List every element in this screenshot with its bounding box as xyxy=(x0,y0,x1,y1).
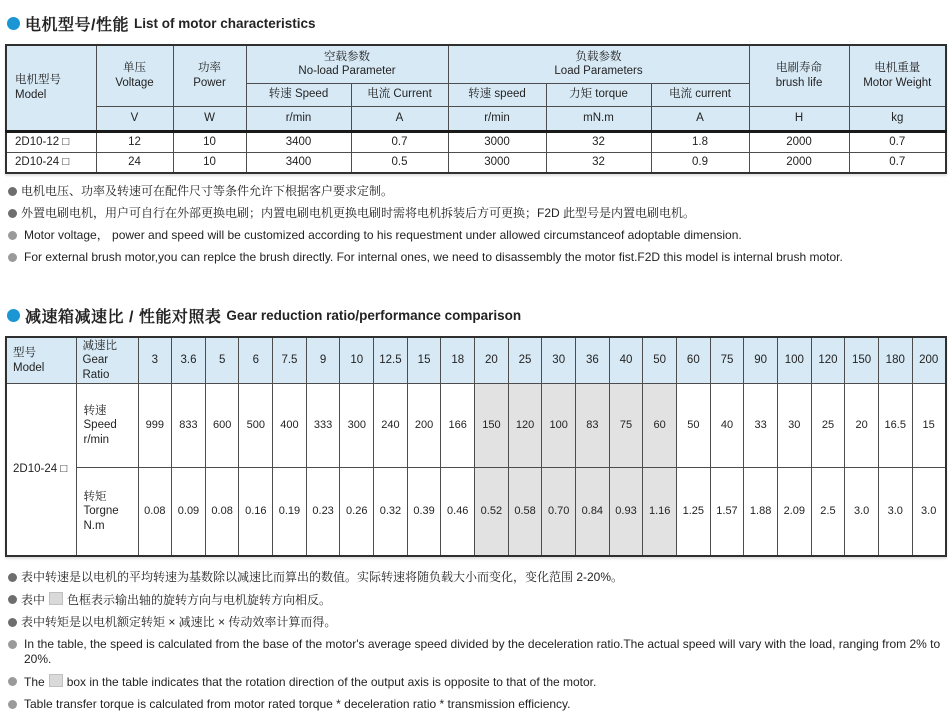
gray-box-icon xyxy=(49,592,63,605)
torque-cell: 1.88 xyxy=(744,468,778,556)
section-title-motor-zh: 电机型号/性能 xyxy=(25,17,129,34)
col-group-noload: 空载参数 No-load Parameter xyxy=(246,45,448,83)
bullet-icon xyxy=(8,700,17,709)
blue-dot-icon xyxy=(7,309,20,322)
unit-noload-current: A xyxy=(351,106,448,131)
section-title-gear-en: Gear reduction ratio/performance comparison xyxy=(226,308,522,323)
torque-cell-reversed: 0.84 xyxy=(576,468,610,556)
note-line: 表中转速是以电机的平均转速为基数除以减速比而算出的数值。实际转速将随负载大小而变化，变化范围 2-20%。 xyxy=(8,570,945,585)
gray-box-icon xyxy=(49,674,63,687)
torque-cell: 0.08 xyxy=(138,468,172,556)
ratio-header: 100 xyxy=(777,337,811,384)
col-header-load-torque: 力矩 torque xyxy=(546,83,651,106)
col-header-model: 型号 Model xyxy=(6,337,76,384)
ratio-header: 20 xyxy=(475,337,509,384)
ratio-header: 30 xyxy=(542,337,576,384)
torque-cell: 0.23 xyxy=(306,468,340,556)
note-line: 表中转矩是以电机额定转矩 × 减速比 × 传动效率计算而得。 xyxy=(8,615,945,630)
ratio-header: 6 xyxy=(239,337,273,384)
speed-cell: 50 xyxy=(677,384,711,468)
ratio-header: 75 xyxy=(710,337,744,384)
unit-noload-speed: r/min xyxy=(246,106,351,131)
cell-weight: 0.7 xyxy=(849,131,946,152)
speed-cell: 200 xyxy=(407,384,441,468)
speed-cell: 833 xyxy=(172,384,206,468)
ratio-header: 90 xyxy=(744,337,778,384)
torque-cell: 3.0 xyxy=(878,468,912,556)
cell-noload-current: 0.7 xyxy=(351,131,448,152)
torque-cell: 1.57 xyxy=(710,468,744,556)
ratio-header: 18 xyxy=(441,337,475,384)
ratio-header: 40 xyxy=(609,337,643,384)
unit-brush-life: H xyxy=(749,106,849,131)
bullet-icon xyxy=(8,253,17,262)
unit-load-current: A xyxy=(651,106,749,131)
ratio-header: 150 xyxy=(845,337,879,384)
ratio-header: 12.5 xyxy=(374,337,408,384)
ratio-header: 7.5 xyxy=(273,337,307,384)
cell-load-speed: 3000 xyxy=(448,152,546,173)
note-line: The box in the table indicates that the rotation direction of the output axis is opposite to that of the motor. xyxy=(8,674,945,690)
cell-noload-current: 0.5 xyxy=(351,152,448,173)
unit-power: W xyxy=(173,106,246,131)
cell-power: 10 xyxy=(173,152,246,173)
torque-cell: 0.26 xyxy=(340,468,374,556)
col-header-gear-ratio: 减速比 Gear Ratio xyxy=(76,337,138,384)
speed-cell-reversed: 75 xyxy=(609,384,643,468)
note-line: Table transfer torque is calculated from motor rated torque * deceleration ratio * transmission efficiency. xyxy=(8,697,945,712)
bullet-icon xyxy=(8,677,17,686)
table-row xyxy=(6,131,946,152)
col-header-model xyxy=(6,45,96,131)
speed-cell-reversed: 120 xyxy=(508,384,542,468)
speed-cell: 240 xyxy=(374,384,408,468)
torque-cell: 0.46 xyxy=(441,468,475,556)
col-header-model-en: Model xyxy=(15,88,47,101)
speed-cell: 33 xyxy=(744,384,778,468)
col-group-load: 负载参数 Load Parameters xyxy=(448,45,749,83)
motor-characteristics-table xyxy=(5,44,947,174)
unit-voltage: V xyxy=(96,106,173,131)
speed-cell: 16.5 xyxy=(878,384,912,468)
torque-cell-reversed: 1.16 xyxy=(643,468,677,556)
speed-cell: 30 xyxy=(777,384,811,468)
bullet-icon xyxy=(8,209,17,218)
table-row xyxy=(6,152,946,173)
cell-load-current: 1.8 xyxy=(651,131,749,152)
cell-load-torque: 32 xyxy=(546,152,651,173)
col-header-noload-current: 电流 Current xyxy=(351,83,448,106)
section-title-motor-en: List of motor characteristics xyxy=(133,16,316,31)
note-line: 电机电压、功率及转速可在配件尺寸等条件允许下根据客户要求定制。 xyxy=(8,184,945,199)
col-header-model-zh: 电机型号 xyxy=(15,74,61,87)
col-header-motor-weight: 电机重量 Motor Weight xyxy=(849,45,946,106)
section-title-gear-zh: 减速箱减速比 / 性能对照表 xyxy=(25,309,222,326)
speed-cell-reversed: 100 xyxy=(542,384,576,468)
speed-cell: 20 xyxy=(845,384,879,468)
cell-power: 10 xyxy=(173,131,246,152)
ratio-header: 9 xyxy=(306,337,340,384)
col-header-noload-speed: 转速 Speed xyxy=(246,83,351,106)
cell-model: 2D10-24 □ xyxy=(6,152,96,173)
ratio-header: 180 xyxy=(878,337,912,384)
torque-cell-reversed: 0.58 xyxy=(508,468,542,556)
torque-cell: 3.0 xyxy=(912,468,946,556)
speed-cell-reversed: 60 xyxy=(643,384,677,468)
cell-brush-life: 2000 xyxy=(749,152,849,173)
ratio-header: 10 xyxy=(340,337,374,384)
torque-cell: 0.09 xyxy=(172,468,206,556)
section-title-motor xyxy=(7,12,945,35)
torque-cell-reversed: 0.93 xyxy=(609,468,643,556)
speed-cell: 15 xyxy=(912,384,946,468)
gear-ratio-table xyxy=(5,336,947,557)
speed-cell: 999 xyxy=(138,384,172,468)
bullet-icon xyxy=(8,231,17,240)
unit-weight: kg xyxy=(849,106,946,131)
note-line: 表中 色框表示输出轴的旋转方向与电机旋转方向相反。 xyxy=(8,592,945,608)
torque-row xyxy=(6,468,946,556)
unit-load-speed: r/min xyxy=(448,106,546,131)
torque-row-label: 转矩 Torgne N.m xyxy=(76,468,138,556)
bullet-icon xyxy=(8,573,17,582)
torque-cell: 0.19 xyxy=(273,468,307,556)
cell-load-speed: 3000 xyxy=(448,131,546,152)
ratio-header: 25 xyxy=(508,337,542,384)
col-header-voltage: 单压 Voltage xyxy=(96,45,173,106)
torque-cell: 1.25 xyxy=(677,468,711,556)
speed-cell: 333 xyxy=(306,384,340,468)
cell-weight: 0.7 xyxy=(849,152,946,173)
ratio-header: 5 xyxy=(205,337,239,384)
speed-cell: 166 xyxy=(441,384,475,468)
torque-cell: 0.08 xyxy=(205,468,239,556)
speed-cell: 500 xyxy=(239,384,273,468)
gear-notes xyxy=(8,570,945,712)
speed-cell: 40 xyxy=(710,384,744,468)
cell-load-current: 0.9 xyxy=(651,152,749,173)
torque-cell-reversed: 0.52 xyxy=(475,468,509,556)
speed-cell: 600 xyxy=(205,384,239,468)
speed-cell-reversed: 83 xyxy=(576,384,610,468)
ratio-header: 200 xyxy=(912,337,946,384)
torque-cell: 2.5 xyxy=(811,468,845,556)
blue-dot-icon xyxy=(7,17,20,30)
torque-cell: 2.09 xyxy=(777,468,811,556)
speed-cell-reversed: 150 xyxy=(475,384,509,468)
note-line: In the table, the speed is calculated from the base of the motor's average speed divided by the deceleration ratio.The actual speed will vary with the load, ranging from 2% to 20%. xyxy=(8,637,945,667)
ratio-header: 60 xyxy=(677,337,711,384)
bullet-icon xyxy=(8,595,17,604)
cell-noload-speed: 3400 xyxy=(246,152,351,173)
col-header-load-speed: 转速 speed xyxy=(448,83,546,106)
cell-model: 2D10-12 □ xyxy=(6,131,96,152)
cell-noload-speed: 3400 xyxy=(246,131,351,152)
note-line: For external brush motor,you can replce the brush directly. For internal ones, we need to disassembly the motor fist.F2D this model is internal brush motor. xyxy=(8,250,945,265)
torque-cell-reversed: 0.70 xyxy=(542,468,576,556)
col-header-load-current: 电流 current xyxy=(651,83,749,106)
bullet-icon xyxy=(8,640,17,649)
cell-load-torque: 32 xyxy=(546,131,651,152)
speed-cell: 300 xyxy=(340,384,374,468)
torque-cell: 3.0 xyxy=(845,468,879,556)
ratio-header: 120 xyxy=(811,337,845,384)
cell-model: 2D10-24 □ xyxy=(6,384,76,556)
torque-cell: 0.32 xyxy=(374,468,408,556)
note-line: Motor voltage， power and speed will be customized according to his requestment under allowed circumstanceof adoptable dimension. xyxy=(8,228,945,243)
ratio-header: 36 xyxy=(576,337,610,384)
speed-row-label: 转速 Speed r/min xyxy=(76,384,138,468)
speed-cell: 25 xyxy=(811,384,845,468)
cell-brush-life: 2000 xyxy=(749,131,849,152)
torque-cell: 0.16 xyxy=(239,468,273,556)
ratio-header: 3 xyxy=(138,337,172,384)
col-header-brush-life: 电刷寿命 brush life xyxy=(749,45,849,106)
motor-notes xyxy=(8,184,945,265)
speed-row xyxy=(6,384,946,468)
bullet-icon xyxy=(8,187,17,196)
ratio-header: 50 xyxy=(643,337,677,384)
section-title-gear xyxy=(7,304,945,327)
cell-voltage: 24 xyxy=(96,152,173,173)
cell-voltage: 12 xyxy=(96,131,173,152)
ratio-header: 3.6 xyxy=(172,337,206,384)
note-line: 外置电刷电机，用户可自行在外部更换电刷；内置电刷电机更换电刷时需将电机拆装后方可更换；F2D 此型号是内置电刷电机。 xyxy=(8,206,945,221)
bullet-icon xyxy=(8,618,17,627)
torque-cell: 0.39 xyxy=(407,468,441,556)
col-header-power: 功率 Power xyxy=(173,45,246,106)
unit-load-torque: mN.m xyxy=(546,106,651,131)
speed-cell: 400 xyxy=(273,384,307,468)
ratio-header: 15 xyxy=(407,337,441,384)
